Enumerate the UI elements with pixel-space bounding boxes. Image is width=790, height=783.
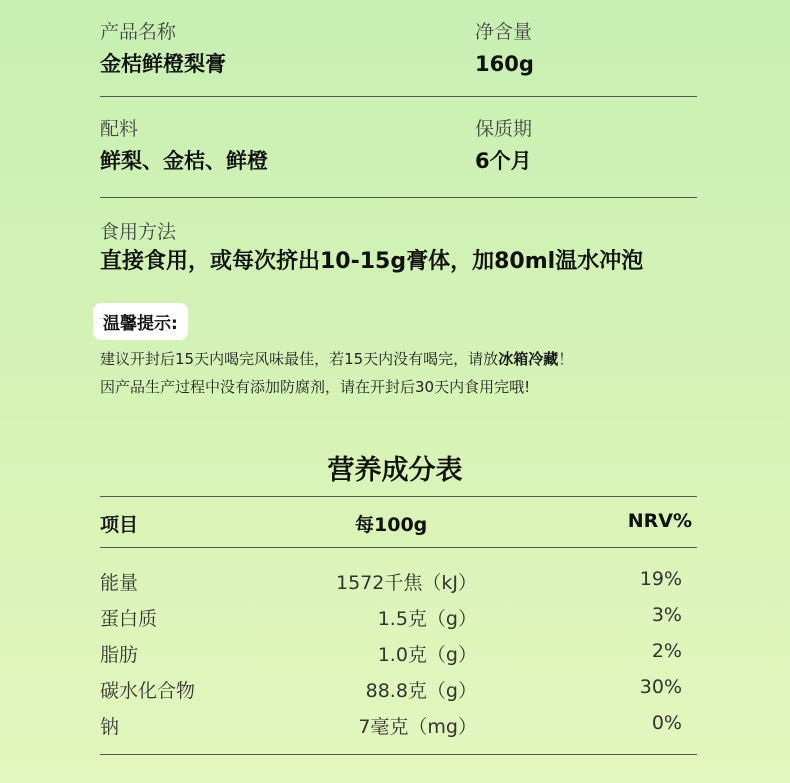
tip-line-1 [100,345,573,373]
header-nrv: NRV% [627,510,692,532]
nutrition-body [100,548,697,755]
row-per100g: 88.8克（g） [365,680,477,702]
tip-line-1-pre: 建议开封后15天内喝完风味最佳，若15天内没有喝完，请放 [100,350,499,368]
product-name-label: 产品名称 [100,21,177,43]
product-info [100,0,697,274]
row-nrv: 0% [651,712,682,734]
header-item: 项目 [100,514,139,536]
nutrition-table [100,496,697,755]
product-name-block [100,20,226,78]
row-name: 碳水化合物 [100,680,196,702]
usage-value: 直接食用，或每次挤出10-15g膏体，加80ml温水冲泡 [100,249,644,274]
tip-line-1-post: ！ [558,350,574,368]
shelf-life-block [475,117,532,175]
table-row [100,676,697,712]
table-row [100,712,697,748]
row-name: 能量 [100,572,139,594]
header-per100g: 每100g [355,514,428,536]
row-per100g: 7毫克（mg） [358,716,477,738]
shelf-life-value: 6个月 [475,149,532,173]
tip-badge: 温馨提示: [93,303,188,340]
row-name: 脂肪 [100,644,139,666]
row-nrv: 19% [639,568,682,590]
row-name: 钠 [100,716,120,738]
net-content-block [475,20,534,78]
row-name: 蛋白质 [100,608,158,630]
usage-block [100,220,643,276]
row-nrv: 30% [639,676,682,698]
row-per100g: 1572千焦（kJ） [336,572,477,594]
row-per100g: 1.5克（g） [377,608,477,630]
table-row [100,604,697,640]
nutrition-title: 营养成分表 [327,455,463,486]
row-nrv: 2% [651,640,682,662]
net-content-label: 净含量 [475,21,533,43]
tip-line-1-bold: 冰箱冷藏 [498,350,559,368]
info-row-name-net [100,0,697,97]
table-row [100,568,697,604]
nutrition-header [100,496,697,548]
row-per100g: 1.0克（g） [377,644,477,666]
ingredients-label: 配料 [100,118,139,140]
usage-label: 食用方法 [100,221,177,243]
info-row-ingredients-shelf [100,97,697,198]
tip-text [100,345,573,401]
tip-line-2: 因产品生产过程中没有添加防腐剂，请在开封后30天内食用完哦! [100,378,531,396]
net-content-value: 160g [475,52,534,76]
table-row [100,640,697,676]
product-name-value: 金桔鲜橙梨膏 [100,52,226,76]
ingredients-value: 鲜梨、金桔、鲜橙 [100,149,268,173]
row-nrv: 3% [651,604,682,626]
shelf-life-label: 保质期 [475,118,533,140]
ingredients-block [100,117,268,175]
